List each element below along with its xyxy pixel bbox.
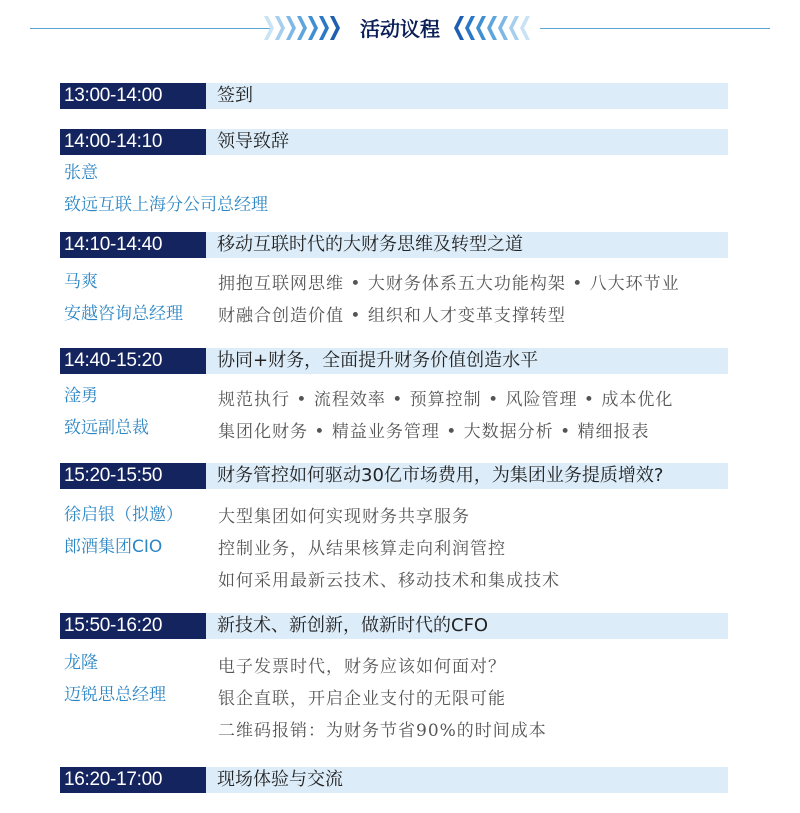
agenda-item-bar	[60, 348, 728, 374]
agenda-title: 活动议程	[360, 17, 440, 41]
topic-points	[218, 268, 680, 332]
time-slot: 15:20-15:50	[60, 463, 206, 489]
topic-point: 控制业务，从结果核算走向利润管控	[218, 539, 506, 559]
speaker-title: 安越咨询总经理	[64, 304, 183, 324]
speaker-title: 郎酒集团CIO	[64, 537, 163, 557]
topic-point: 银企直联，开启企业支付的无限可能	[218, 689, 506, 709]
speaker-title: 致远互联上海分公司总经理	[64, 195, 268, 215]
time-slot: 15:50-16:20	[60, 613, 206, 639]
topic-title: 领导致辞	[217, 131, 289, 152]
topic-points	[218, 501, 560, 597]
time-slot: 13:00-14:00	[60, 83, 206, 109]
time-slot: 16:20-17:00	[60, 767, 206, 793]
topic-title: 签到	[217, 85, 253, 106]
agenda-item-bar	[60, 232, 728, 258]
topic-title: 新技术、新创新，做新时代的CFO	[217, 615, 489, 636]
speaker-name: 淦勇	[64, 386, 98, 406]
agenda-item-bar	[60, 767, 728, 793]
agenda-item	[60, 348, 728, 442]
speaker-info	[64, 380, 149, 444]
speaker-title: 致远副总裁	[64, 418, 149, 438]
agenda-item	[60, 767, 728, 793]
topic-title: 移动互联时代的大财务思维及转型之道	[217, 234, 523, 255]
speaker-name: 张意	[64, 163, 98, 183]
speaker-name: 徐启银（拟邀）	[64, 505, 183, 525]
topic-point: 大型集团如何实现财务共享服务	[218, 507, 470, 527]
topic-points	[218, 384, 673, 448]
agenda-item-bar	[60, 463, 728, 489]
speaker-info	[64, 499, 183, 563]
agenda-item-bar	[60, 83, 728, 109]
agenda-item-bar	[60, 613, 728, 639]
agenda-item-bar	[60, 129, 728, 155]
topic-point: 财融合创造价值 • 组织和人才变革支撑转型	[218, 306, 566, 326]
header-right-chevrons-icon	[454, 16, 530, 42]
header-left-rule	[30, 28, 270, 29]
agenda-item	[60, 83, 728, 109]
topic-title: 协同+财务，全面提升财务价值创造水平	[217, 350, 539, 371]
time-slot: 14:40-15:20	[60, 348, 206, 374]
speaker-name: 龙隆	[64, 653, 98, 673]
header-left-chevrons-icon	[264, 16, 340, 42]
topic-points	[218, 651, 547, 747]
speaker-info	[64, 647, 166, 711]
speaker-info	[64, 266, 183, 330]
speaker-info	[64, 157, 268, 221]
time-slot: 14:00-14:10	[60, 129, 206, 155]
agenda-item	[60, 129, 728, 215]
topic-point: 如何采用最新云技术、移动技术和集成技术	[218, 571, 560, 591]
speaker-name: 马爽	[64, 272, 98, 292]
topic-title: 财务管控如何驱动30亿市场费用，为集团业务提质增效?	[217, 465, 664, 486]
topic-point: 电子发票时代，财务应该如何面对？	[218, 657, 506, 677]
topic-point: 规范执行 • 流程效率 • 预算控制 • 风险管理 • 成本优化	[218, 390, 674, 410]
topic-point: 二维码报销：为财务节省90%的时间成本	[218, 721, 547, 741]
speaker-title: 迈锐思总经理	[64, 685, 166, 705]
agenda-item	[60, 232, 728, 326]
agenda-item	[60, 613, 728, 741]
time-slot: 14:10-14:40	[60, 232, 206, 258]
topic-title: 现场体验与交流	[217, 769, 343, 790]
agenda-item	[60, 463, 728, 591]
topic-point: 拥抱互联网思维 • 大财务体系五大功能构架 • 八大环节业	[218, 274, 680, 294]
topic-point: 集团化财务 • 精益业务管理 • 大数据分析 • 精细报表	[218, 422, 650, 442]
header-right-rule	[540, 28, 770, 29]
